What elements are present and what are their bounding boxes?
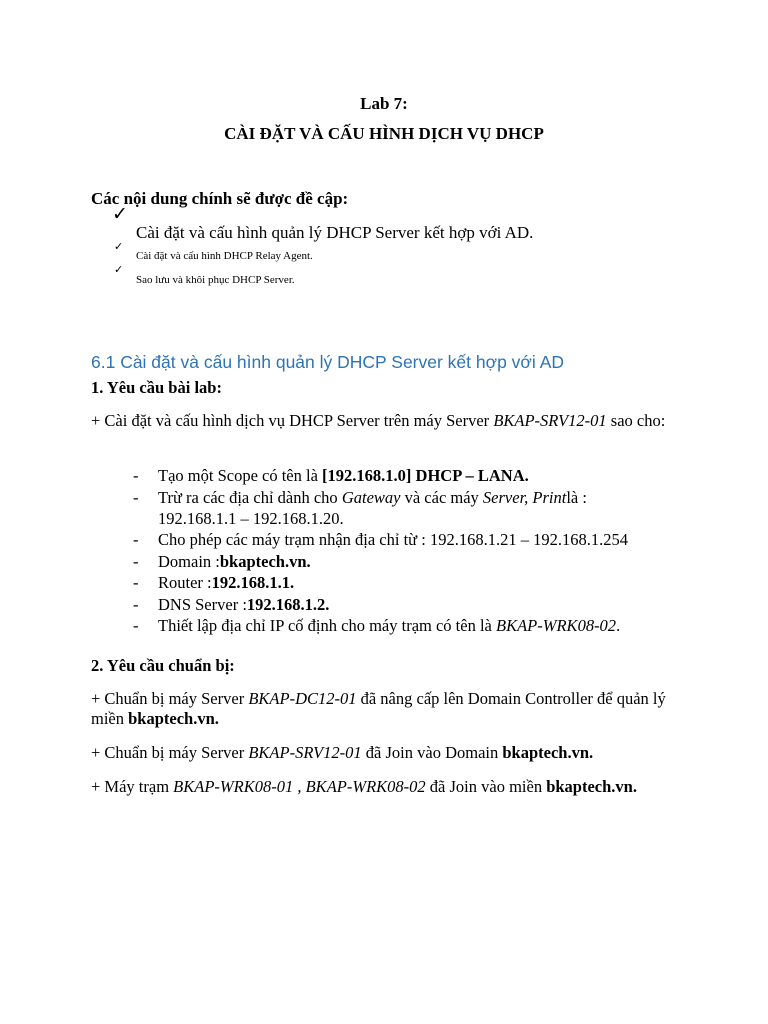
- list-item-domain: [133, 551, 693, 573]
- domain-label: Domain :: [158, 551, 220, 571]
- exclude-suffix: là :: [566, 487, 587, 507]
- domain-value: bkaptech.vn.: [219, 551, 311, 571]
- preparation-item: [91, 777, 681, 797]
- prep1-mid: đã nâng cấp lên Domain Controller để quản lý miền: [91, 689, 666, 728]
- scope-prefix: Tạo một Scope có tên là: [158, 466, 323, 485]
- dash-bullet: -: [133, 594, 139, 614]
- dns-label: DNS Server :: [158, 594, 247, 614]
- prep1-prefix: + Chuẩn bị máy Server: [91, 689, 249, 708]
- list-item-exclude: [133, 487, 693, 530]
- prep3-prefix: + Máy trạm: [91, 777, 174, 796]
- prep3-mid: đã Join vào miền: [425, 777, 547, 796]
- intro-suffix: sao cho:: [606, 411, 666, 430]
- list-item-dns: [133, 594, 693, 616]
- dash-bullet: -: [133, 616, 139, 635]
- preparation-heading: 2. Yêu cầu chuẩn bị:: [91, 656, 235, 675]
- prep2-prefix: + Chuẩn bị máy Server: [91, 743, 249, 762]
- overview-item: Sao lưu và khôi phục DHCP Server.: [136, 274, 295, 286]
- checkmark-icon: ✓: [112, 203, 128, 225]
- exclude-servers: Server, Print: [482, 487, 567, 507]
- allow-text: Cho phép các máy trạm nhận địa chỉ từ : 192.168.1.21 – 192.168.1.254: [158, 530, 628, 549]
- dns-value: 192.168.1.2.: [246, 594, 330, 614]
- section-heading: 6.1 Cài đặt và cấu hình quản lý DHCP Server kết hợp với AD: [91, 352, 565, 372]
- prep2-server: BKAP-SRV12-01: [248, 743, 362, 762]
- requirements-heading: 1. Yêu cầu bài lab:: [91, 378, 222, 397]
- lab-number-title: Lab 7:: [360, 94, 408, 113]
- prep3-hosts: BKAP-WRK08-01 , BKAP-WRK08-02: [173, 777, 426, 796]
- router-value: 192.168.1.1.: [211, 573, 295, 592]
- dash-bullet: -: [133, 573, 139, 592]
- prep1-server: BKAP-DC12-01: [248, 689, 357, 708]
- exclude-mid: và các máy: [400, 487, 483, 507]
- overview-heading: Các nội dung chính sẽ được đề cập:: [91, 189, 349, 208]
- list-item-router: [133, 572, 693, 594]
- overview-item: Cài đặt và cấu hình quản lý DHCP Server kết hợp với AD.: [136, 223, 534, 242]
- dash-bullet: -: [133, 530, 139, 549]
- prep3-domain: bkaptech.vn.: [546, 777, 637, 796]
- scope-value: [192.168.1.0] DHCP – LANA.: [322, 466, 529, 485]
- requirements-list: [133, 465, 693, 637]
- prep2-domain: bkaptech.vn.: [502, 743, 594, 762]
- exclude-prefix: Trừ ra các địa chỉ dành cho: [158, 487, 342, 507]
- requirements-intro: [91, 411, 681, 431]
- checkmark-icon: ✓: [114, 240, 124, 253]
- fixed-ip-prefix: Thiết lập địa chỉ IP cố định cho máy trạm có tên là: [158, 616, 496, 635]
- dash-bullet: -: [133, 551, 139, 571]
- exclude-gateway: Gateway: [341, 487, 401, 507]
- preparation-item: [91, 743, 681, 763]
- list-item-fixed-ip: [133, 615, 693, 637]
- fixed-ip-suffix: .: [616, 616, 621, 635]
- fixed-ip-host: BKAP-WRK08-02: [496, 616, 617, 635]
- dash-bullet: -: [133, 487, 139, 507]
- intro-server-name: BKAP-SRV12-01: [493, 411, 607, 430]
- intro-prefix: + Cài đặt và cấu hình dịch vụ DHCP Server trên máy Server: [91, 411, 494, 430]
- prep2-mid: đã Join vào Domain: [361, 743, 503, 762]
- router-label: Router :: [158, 573, 212, 592]
- list-item-scope: [133, 465, 693, 487]
- preparation-item: [91, 689, 681, 729]
- checkmark-icon: ✓: [114, 263, 124, 276]
- lab-subtitle: CÀI ĐẶT VÀ CẤU HÌNH DỊCH VỤ DHCP: [224, 124, 544, 143]
- list-item-allow: [133, 529, 693, 551]
- prep1-domain: bkaptech.vn.: [128, 709, 219, 728]
- exclude-range: 192.168.1.1 – 192.168.1.20.: [158, 509, 344, 528]
- dash-bullet: -: [133, 466, 139, 485]
- overview-item: Cài đặt và cấu hình DHCP Relay Agent.: [136, 250, 313, 262]
